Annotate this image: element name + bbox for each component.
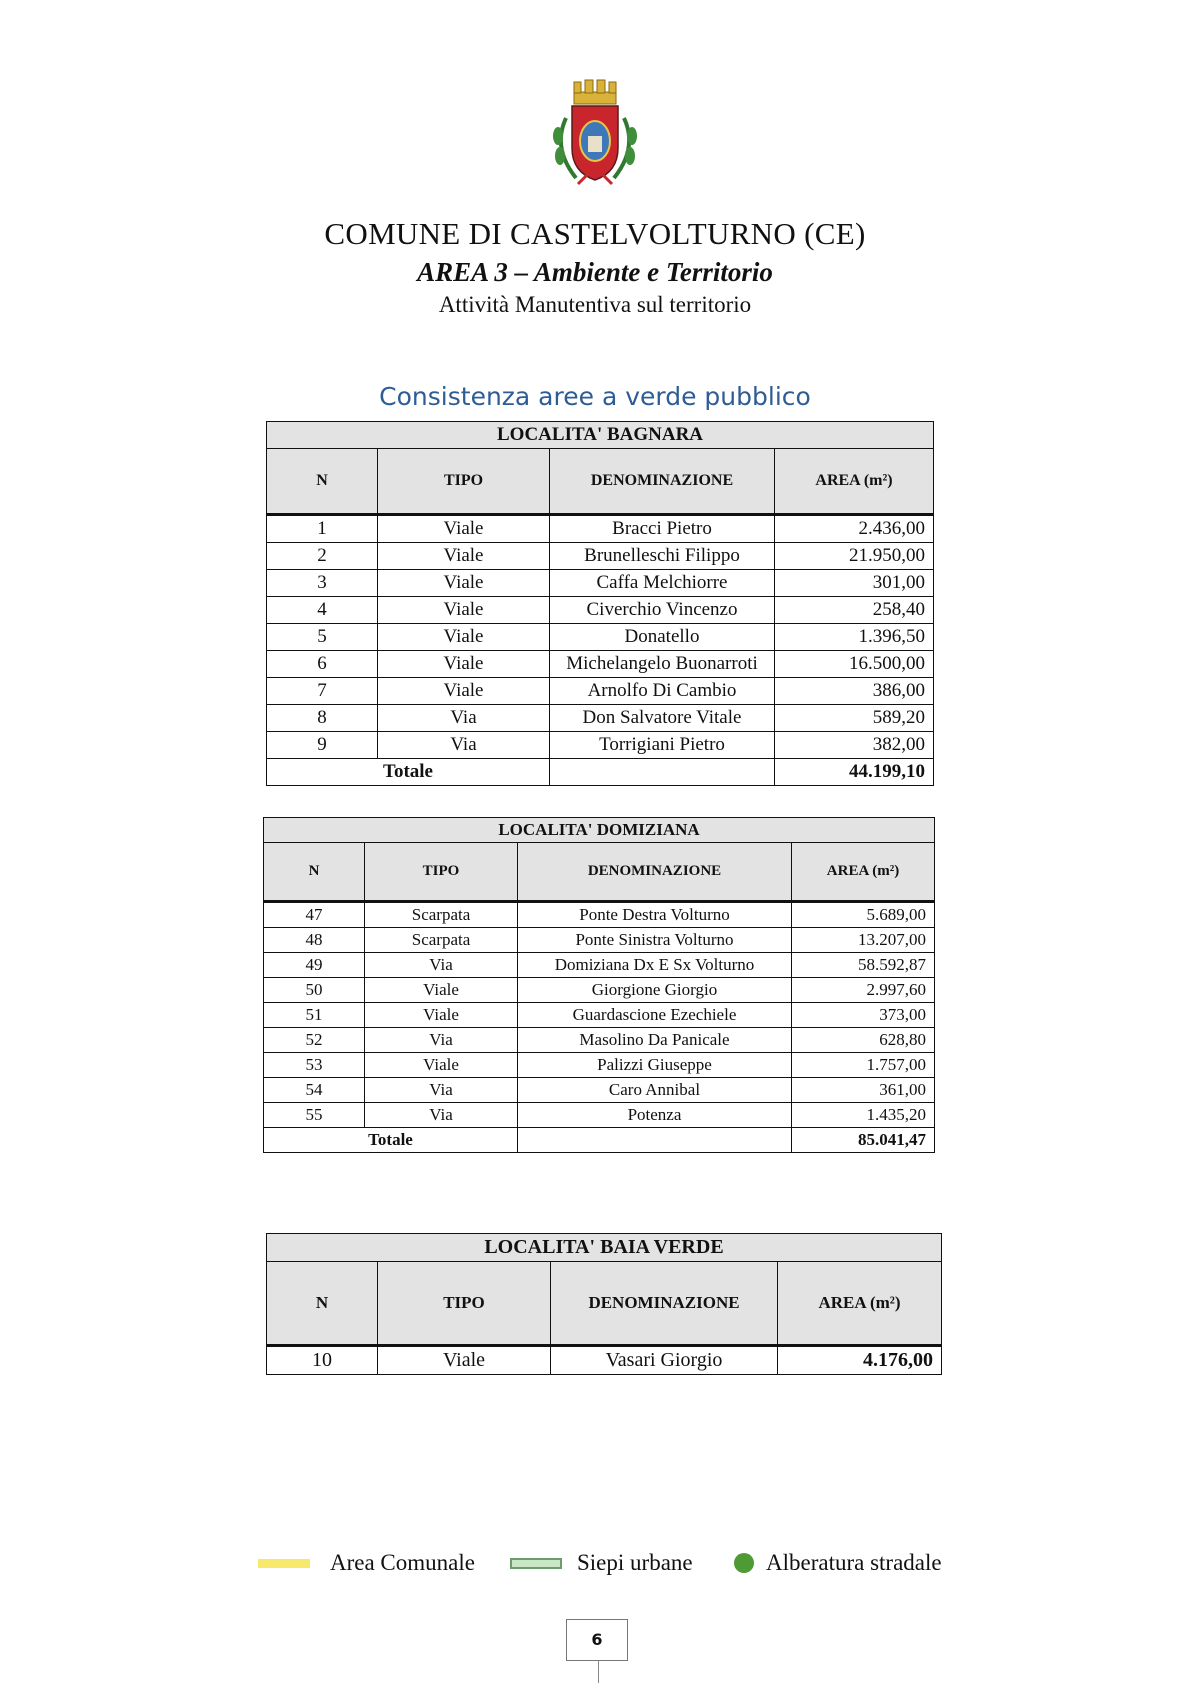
cell-denominazione: Domiziana Dx E Sx Volturno — [518, 953, 792, 978]
table-row — [267, 543, 934, 570]
cell-denominazione: Torrigiani Pietro — [550, 732, 775, 759]
cell-tipo: Viale — [378, 543, 550, 570]
section-title: Consistenza aree a verde pubblico — [379, 382, 811, 411]
cell-area: 5.689,00 — [792, 902, 935, 928]
table-caption: LOCALITA' BAGNARA — [267, 422, 934, 449]
cell-tipo: Viale — [378, 570, 550, 597]
cell-tipo: Via — [378, 732, 550, 759]
cell-tipo: Viale — [365, 1053, 518, 1078]
total-row — [267, 759, 934, 786]
total-value: 85.041,47 — [792, 1128, 935, 1153]
cell-area: 628,80 — [792, 1028, 935, 1053]
cell-area: 2.997,60 — [792, 978, 935, 1003]
cell-area: 13.207,00 — [792, 928, 935, 953]
cell-denominazione: Donatello — [550, 624, 775, 651]
cell-tipo: Viale — [378, 1346, 551, 1375]
total-label: Totale — [267, 759, 550, 786]
table-row — [267, 570, 934, 597]
page-number-line — [598, 1661, 599, 1683]
table-row — [267, 705, 934, 732]
cell-n: 1 — [267, 515, 378, 543]
cell-area: 301,00 — [775, 570, 934, 597]
table-row — [267, 597, 934, 624]
table-row — [267, 651, 934, 678]
cell-denominazione: Caro Annibal — [518, 1078, 792, 1103]
table-row — [267, 1346, 942, 1375]
total-empty-cell — [550, 759, 775, 786]
table-row — [264, 902, 935, 928]
cell-n: 49 — [264, 953, 365, 978]
table-row — [267, 678, 934, 705]
cell-n: 9 — [267, 732, 378, 759]
table-row — [264, 928, 935, 953]
table-row — [264, 1103, 935, 1128]
cell-tipo: Via — [365, 1078, 518, 1103]
legend-item-alberatura-stradale — [734, 1548, 942, 1578]
cell-denominazione: Guardascione Ezechiele — [518, 1003, 792, 1028]
table-domiziana — [263, 817, 935, 1153]
cell-area: 58.592,87 — [792, 953, 935, 978]
cell-denominazione: Giorgione Giorgio — [518, 978, 792, 1003]
cell-n: 50 — [264, 978, 365, 1003]
coat-of-arms-logo — [546, 78, 644, 188]
column-header-tipo: TIPO — [378, 449, 550, 515]
column-header-area: AREA (m²) — [775, 449, 934, 515]
page-number: 6 — [566, 1619, 628, 1661]
cell-denominazione: Bracci Pietro — [550, 515, 775, 543]
cell-denominazione: Michelangelo Buonarroti — [550, 651, 775, 678]
cell-n: 2 — [267, 543, 378, 570]
column-header-area: AREA (m²) — [778, 1262, 942, 1346]
column-header-denominazione: DENOMINAZIONE — [551, 1262, 778, 1346]
tree-dot-icon — [734, 1553, 754, 1573]
cell-area: 382,00 — [775, 732, 934, 759]
cell-area: 4.176,00 — [778, 1346, 942, 1375]
table-row — [264, 1003, 935, 1028]
legend-swatch-yellow — [258, 1559, 310, 1568]
activity-subtitle: Attività Manutentiva sul territorio — [438, 292, 752, 317]
cell-denominazione: Arnolfo Di Cambio — [550, 678, 775, 705]
table-baia-verde — [266, 1233, 942, 1375]
cell-denominazione: Masolino Da Panicale — [518, 1028, 792, 1053]
column-header-denominazione: DENOMINAZIONE — [550, 449, 775, 515]
total-label: Totale — [264, 1128, 518, 1153]
cell-denominazione: Civerchio Vincenzo — [550, 597, 775, 624]
cell-n: 8 — [267, 705, 378, 732]
legend-item-area-comunale — [258, 1548, 475, 1578]
cell-area: 373,00 — [792, 1003, 935, 1028]
column-header-n: N — [264, 843, 365, 902]
cell-area: 361,00 — [792, 1078, 935, 1103]
cell-n: 47 — [264, 902, 365, 928]
cell-tipo: Via — [365, 1103, 518, 1128]
cell-n: 55 — [264, 1103, 365, 1128]
cell-n: 3 — [267, 570, 378, 597]
cell-denominazione: Ponte Destra Volturno — [518, 902, 792, 928]
legend-label: Alberatura stradale — [766, 1550, 942, 1575]
table-row — [264, 953, 935, 978]
table-row — [267, 732, 934, 759]
cell-area: 16.500,00 — [775, 651, 934, 678]
cell-area: 386,00 — [775, 678, 934, 705]
table-caption: LOCALITA' DOMIZIANA — [264, 818, 935, 843]
cell-n: 4 — [267, 597, 378, 624]
cell-n: 51 — [264, 1003, 365, 1028]
cell-n: 53 — [264, 1053, 365, 1078]
legend-label: Area Comunale — [330, 1550, 475, 1575]
cell-tipo: Viale — [365, 978, 518, 1003]
cell-area: 21.950,00 — [775, 543, 934, 570]
total-value: 44.199,10 — [775, 759, 934, 786]
cell-denominazione: Potenza — [518, 1103, 792, 1128]
column-header-denominazione: DENOMINAZIONE — [518, 843, 792, 902]
cell-denominazione: Caffa Melchiorre — [550, 570, 775, 597]
column-header-n: N — [267, 449, 378, 515]
cell-area: 1.396,50 — [775, 624, 934, 651]
cell-tipo: Viale — [378, 597, 550, 624]
cell-denominazione: Don Salvatore Vitale — [550, 705, 775, 732]
cell-denominazione: Brunelleschi Filippo — [550, 543, 775, 570]
cell-area: 258,40 — [775, 597, 934, 624]
table-caption: LOCALITA' BAIA VERDE — [267, 1234, 942, 1262]
cell-area: 589,20 — [775, 705, 934, 732]
cell-n: 6 — [267, 651, 378, 678]
cell-tipo: Viale — [378, 678, 550, 705]
cell-n: 7 — [267, 678, 378, 705]
cell-area: 1.757,00 — [792, 1053, 935, 1078]
page-title: COMUNE DI CASTELVOLTURNO (CE) — [324, 216, 866, 251]
cell-denominazione: Palizzi Giuseppe — [518, 1053, 792, 1078]
table-bagnara — [266, 421, 934, 786]
legend-label: Siepi urbane — [577, 1550, 693, 1575]
cell-n: 48 — [264, 928, 365, 953]
cell-tipo: Scarpata — [365, 902, 518, 928]
page-subtitle: AREA 3 – Ambiente e Territorio — [417, 257, 773, 287]
cell-denominazione: Ponte Sinistra Volturno — [518, 928, 792, 953]
cell-tipo: Viale — [378, 515, 550, 543]
table-row — [267, 624, 934, 651]
cell-tipo: Scarpata — [365, 928, 518, 953]
table-row — [264, 978, 935, 1003]
table-row — [267, 515, 934, 543]
column-header-n: N — [267, 1262, 378, 1346]
table-row — [264, 1078, 935, 1103]
cell-n: 54 — [264, 1078, 365, 1103]
total-row — [264, 1128, 935, 1153]
table-row — [264, 1028, 935, 1053]
cell-tipo: Viale — [365, 1003, 518, 1028]
column-header-tipo: TIPO — [378, 1262, 551, 1346]
column-header-tipo: TIPO — [365, 843, 518, 902]
cell-n: 5 — [267, 624, 378, 651]
cell-area: 1.435,20 — [792, 1103, 935, 1128]
cell-tipo: Via — [365, 1028, 518, 1053]
total-empty-cell — [518, 1128, 792, 1153]
legend-swatch-hedge — [510, 1558, 562, 1569]
cell-tipo: Via — [378, 705, 550, 732]
legend-item-siepi-urbane — [510, 1548, 693, 1578]
cell-tipo: Viale — [378, 624, 550, 651]
cell-n: 52 — [264, 1028, 365, 1053]
column-header-area: AREA (m²) — [792, 843, 935, 902]
cell-denominazione: Vasari Giorgio — [551, 1346, 778, 1375]
cell-area: 2.436,00 — [775, 515, 934, 543]
cell-n: 10 — [267, 1346, 378, 1375]
table-row — [264, 1053, 935, 1078]
cell-tipo: Via — [365, 953, 518, 978]
cell-tipo: Viale — [378, 651, 550, 678]
